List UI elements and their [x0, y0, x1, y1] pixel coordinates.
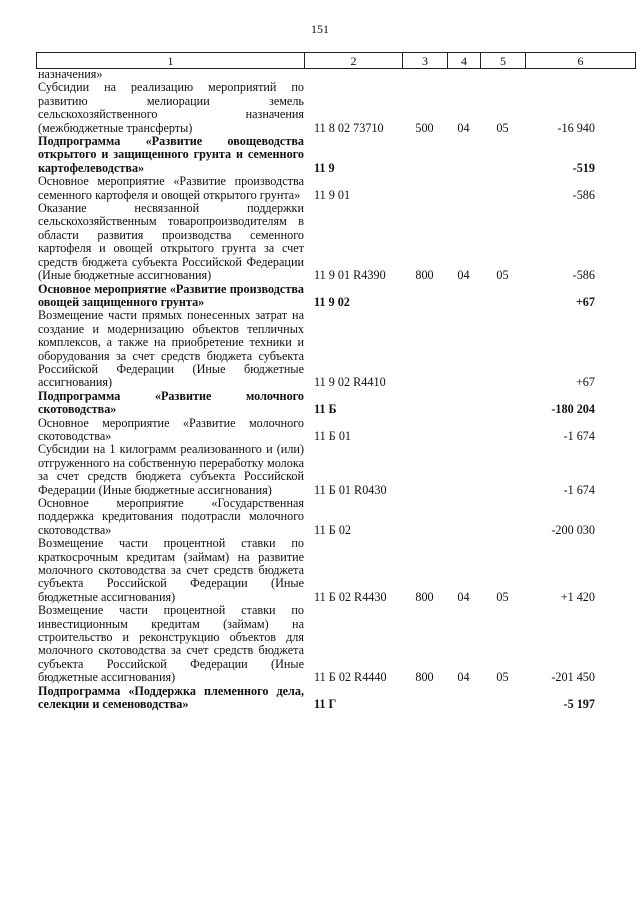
row-name-cell: Основное мероприятие «Развитие молочного скотоводства» [38, 415, 304, 443]
table-row [36, 497, 636, 537]
row-name-cell: Основное мероприятие «Государственная поддержка кредитования подотрасли молочного скотоводства» [38, 496, 304, 537]
row-vr-cell: 500 [415, 120, 434, 135]
row-amount-cell: -16 940 [557, 120, 595, 135]
row-amount-cell: -586 [572, 268, 595, 283]
row-name-cell: Субсидии на реализацию мероприятий по развитию мелиорации земель сельскохозяйственного назначения (межбюджетные трансферты) [38, 80, 304, 135]
row-code-cell: 11 Б 02 [314, 522, 352, 537]
row-code-cell: 11 Б 01 [314, 428, 352, 443]
column-header-name: 1 [37, 53, 305, 69]
row-code-cell: 11 9 02 [314, 294, 350, 309]
row-pr-cell: 05 [496, 670, 509, 685]
row-rz-cell: 04 [457, 268, 470, 283]
row-rz-cell: 04 [457, 589, 470, 604]
row-name-cell: Оказание несвязанной поддержки сельскохозяйственным товаропроизводителям в области развития производства семенного картофеля и овощей открытого грунта за счет средств бюджета субъекта Российской Федерации (Иные бюджетные ассигнования) [38, 201, 304, 283]
table-row [36, 175, 636, 202]
row-code-cell: 11 9 01 [314, 187, 351, 202]
column-header-pr: 5 [481, 53, 526, 69]
row-name-cell: Подпрограмма «Развитие овощеводства открытого и защищенного грунта и семенного картофелеводства» [38, 134, 304, 175]
column-header-rz: 4 [448, 53, 481, 69]
row-code-cell: 11 9 [314, 160, 335, 175]
table-row [36, 417, 636, 444]
row-amount-cell: -586 [572, 187, 595, 202]
table-row [36, 537, 636, 604]
row-pr-cell: 05 [496, 268, 509, 283]
row-pr-cell: 05 [496, 589, 509, 604]
row-code-cell: 11 Б 02 R4430 [314, 589, 387, 604]
row-name-cell: Субсидии на 1 килограмм реализованного и (или) отгруженного на собственную переработку молока за счет средств бюджета субъекта Российской Федерации (Иные бюджетные ассигнования) [38, 442, 304, 497]
table-row [36, 685, 636, 712]
row-name-cell: Возмещение части прямых понесенных затрат на создание и модернизацию объектов тепличных комплексов, а также на приобретение техники и оборудования за счет средств бюджета субъекта Российской Федерации (Иные бюджетные ассигнования) [38, 308, 304, 390]
row-amount-cell: -180 204 [551, 402, 595, 417]
row-amount-cell: -201 450 [551, 670, 595, 685]
row-vr-cell: 800 [415, 670, 434, 685]
budget-table-body [36, 68, 636, 712]
table-row [36, 309, 636, 389]
table-row [36, 283, 636, 310]
page-number: 151 [311, 22, 329, 36]
row-code-cell: 11 9 02 R4410 [314, 375, 386, 390]
column-header-row [36, 52, 636, 69]
row-pr-cell: 05 [496, 120, 509, 135]
column-header-vr: 3 [403, 53, 448, 69]
table-row [36, 604, 636, 684]
row-code-cell: 11 8 02 73710 [314, 120, 384, 135]
row-amount-cell: +67 [575, 375, 595, 390]
row-code-cell: 11 9 01 R4390 [314, 268, 386, 283]
row-amount-cell: +67 [575, 294, 595, 309]
table-row [36, 81, 636, 135]
row-rz-cell: 04 [457, 670, 470, 685]
table-row [36, 390, 636, 417]
row-amount-cell: -200 030 [551, 522, 595, 537]
column-header-amount: 6 [526, 53, 636, 69]
table-row [36, 135, 636, 175]
table-row [36, 443, 636, 497]
row-name-cell: Возмещение части процентной ставки по краткосрочным кредитам (займам) на развитие молочного скотоводства за счет средств бюджета субъекта Российской Федерации (Иные бюджетные ассигнования) [38, 536, 304, 604]
row-amount-cell: -519 [572, 160, 595, 175]
table-row [36, 202, 636, 282]
row-rz-cell: 04 [457, 120, 470, 135]
row-code-cell: 11 Б [314, 402, 337, 417]
table-row [36, 68, 636, 81]
row-name-cell: Подпрограмма «Поддержка племенного дела, селекции и семеноводства» [38, 683, 304, 712]
row-vr-cell: 800 [415, 589, 434, 604]
row-name-cell: Основное мероприятие «Развитие производства семенного картофеля и овощей открытого грунта» [38, 174, 304, 202]
row-amount-cell: -5 197 [563, 697, 595, 712]
row-name-cell: Основное мероприятие «Развитие производства овощей защищенного грунта» [38, 281, 304, 309]
column-header-code: 2 [305, 53, 403, 69]
row-vr-cell: 800 [415, 268, 434, 283]
row-name-cell: Возмещение части процентной ставки по инвестиционным кредитам (займам) на строительство и реконструкцию объектов для молочного скотоводства за счет средств бюджета субъекта Российской Федерации (Иные бюджетные ассигнования) [38, 603, 304, 685]
row-amount-cell: -1 674 [563, 428, 595, 443]
row-name-cell: Подпрограмма «Развитие молочного скотоводства» [38, 388, 304, 417]
row-amount-cell: +1 420 [560, 589, 595, 604]
row-amount-cell: -1 674 [563, 482, 595, 497]
row-code-cell: 11 Б 01 R0430 [314, 482, 387, 497]
row-code-cell: 11 Б 02 R4440 [314, 670, 387, 685]
row-name-cell: назначения» [38, 67, 103, 81]
row-code-cell: 11 Г [314, 697, 337, 712]
